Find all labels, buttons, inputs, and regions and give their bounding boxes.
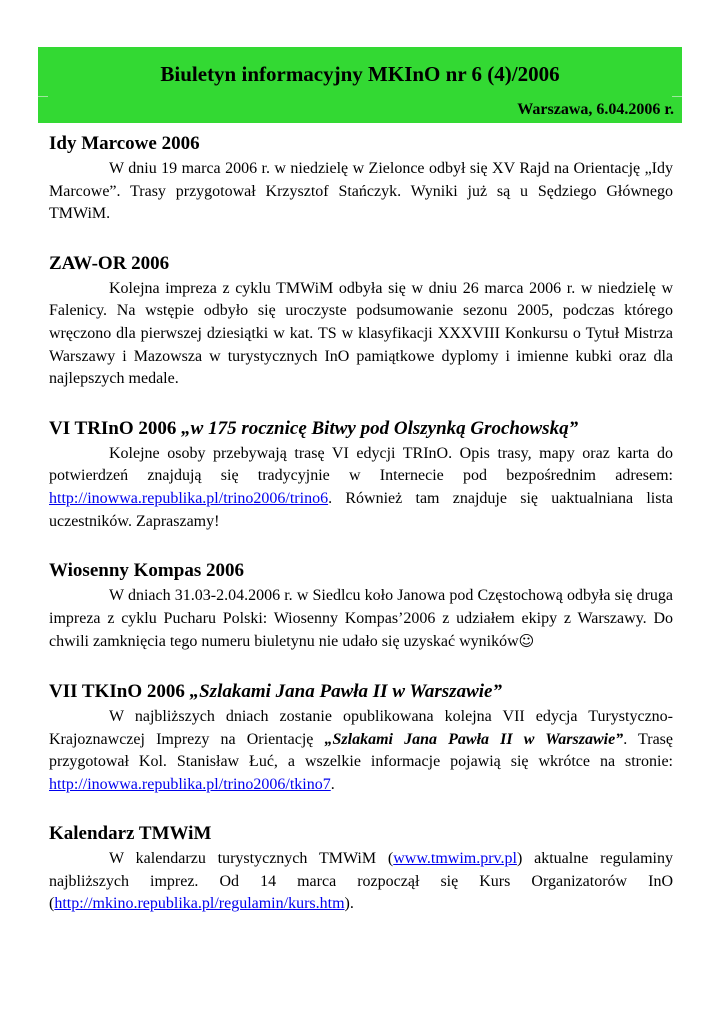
heading-plain: VII TKInO 2006 [49, 680, 190, 702]
section-text [49, 443, 673, 533]
bulletin-title: Biuletyn informacyjny MKInO nr 6 (4)/2006 [160, 62, 560, 86]
text-middle: ) aktualne regulaminy najbliższych imprez. Od 14 marca rozpoczął się Kurs Organizatorów InO ( [49, 850, 674, 913]
tmwim-link[interactable]: www.tmwim.prv.pl [393, 850, 517, 868]
section-text [49, 585, 673, 654]
heading-italic: „w 175 rocznicę Bitwy pod Olszynką Grochowską” [181, 417, 579, 439]
section-idy-marcowe [49, 130, 673, 226]
heading-italic: „Szlakami Jana Pawła II w Warszawie” [189, 680, 502, 702]
header-divider-left [38, 96, 48, 97]
heading-plain: VI TRInO 2006 [49, 417, 182, 439]
text-after: . [330, 775, 335, 793]
bulletin-date: Warszawa, 6.04.2006 r. [517, 101, 674, 118]
section-heading: Idy Marcowe 2006 [49, 133, 200, 154]
header-divider-right [672, 96, 682, 97]
text-body: W dniach 31.03-2.04.2006 r. w Siedlcu koło Janowa pod Częstochową odbyła się druga impreza z cyklu Pucharu Polski: Wiosenny Kompas’2006 z udziałem ekipy z Warszawy. Do chwili zamknięcia tego numeru biuletynu nie udało się uzyskać wyników [49, 587, 673, 651]
tkino-link[interactable]: http://inowwa.republika.pl/trino2006/tkino7 [49, 775, 331, 793]
section-wiosenny-kompas [49, 557, 673, 654]
section-text [49, 706, 673, 796]
section-heading: Kalendarz TMWiM [49, 823, 212, 845]
section-heading [49, 678, 673, 704]
section-zaw-or [49, 250, 673, 391]
text-after: ). [344, 895, 354, 913]
kurs-link[interactable]: http://mkino.republika.pl/regulamin/kurs.htm [54, 895, 345, 913]
section-tkino [49, 678, 673, 796]
trino-link[interactable]: http://inowwa.republika.pl/trino2006/trino6 [49, 489, 329, 507]
text-after: . Również tam znajduje się uaktualniana lista uczestników. Zapraszamy! [49, 489, 673, 530]
section-text [49, 848, 673, 916]
section-trino [49, 415, 673, 533]
smiley-icon: ☺ [518, 632, 535, 651]
section-text: Kolejna impreza z cyklu TMWiM odbyła się w dniu 26 marca 2006 r. w niedzielę w Falenicy. Na wstępie odbyło się uroczyste podsumowanie sezonu 2005, podczas którego wręczono dla pierwszej dziesiątki w kat. TS w klasyfikacji XXXVIII Konkursu o Tytuł Mistrza Warszawy i Mazowsza w turystycznych InO pamiątkowe dyplomy i imienne kubki oraz dla najlepszych medale. [49, 279, 673, 388]
text-emphasis: „Szlakami Jana Pawła II w Warszawie” [324, 730, 624, 748]
bulletin-header [38, 47, 682, 123]
text-middle: . Trasę przygotował Kol. Stanisław Łuć, a wszelkie informacje pojawią się wkrótce na stronie: [49, 730, 673, 771]
section-heading [49, 415, 673, 441]
section-heading: Wiosenny Kompas 2006 [49, 560, 244, 582]
text-before: W kalendarzu turystycznych TMWiM ( [109, 850, 394, 868]
section-heading: ZAW-OR 2006 [49, 252, 170, 274]
bulletin-content [49, 130, 673, 940]
section-kalendarz [49, 820, 673, 916]
text-before: W najbliższych dniach zostanie opublikowana kolejna VII edycja Turystyczno-Krajoznawczej Imprezy na Orientację [49, 707, 673, 748]
section-text: W dniu 19 marca 2006 r. w niedzielę w Zielonce odbył się XV Rajd na Orientację „Idy Marcowe”. Trasy przygotował Krzysztof Stańczyk. Wyniki już są u Sędziego Głównego TMWiM. [49, 160, 673, 223]
text-before: Kolejne osoby przebywają trasę VI edycji TRInO. Opis trasy, mapy oraz karta do potwierdzeń znajdują się tradycyjnie w Internecie pod bezpośrednim adresem: [49, 444, 673, 485]
